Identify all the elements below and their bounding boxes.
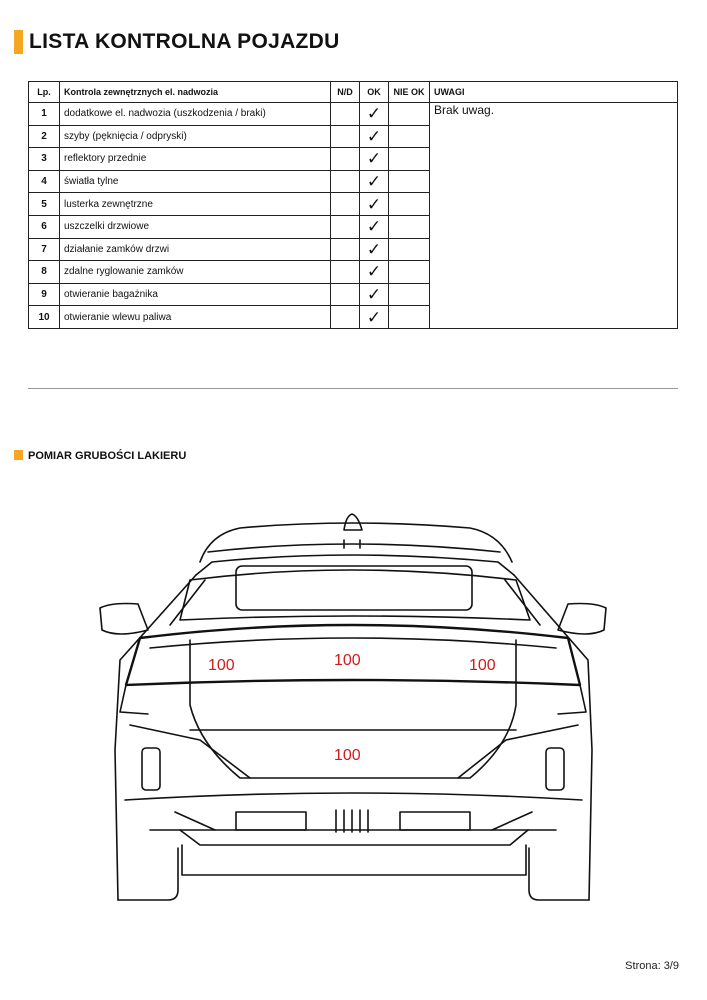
row-number: 9: [29, 283, 60, 306]
page-number: Strona: 3/9: [625, 960, 679, 972]
header-remarks: UWAGI: [430, 82, 678, 103]
row-nd-cell: [331, 238, 360, 261]
row-ok-cell: [360, 125, 389, 148]
row-number: 2: [29, 125, 60, 148]
row-number: 6: [29, 215, 60, 238]
row-nd-cell: [331, 103, 360, 126]
row-nok-cell: [389, 170, 430, 193]
row-nd-cell: [331, 125, 360, 148]
row-number: 8: [29, 261, 60, 284]
paint-reading-center-top: 100: [334, 652, 361, 669]
row-ok-cell: [360, 103, 389, 126]
section-title: POMIAR GRUBOŚCI LAKIERU: [28, 450, 187, 462]
checkmark-icon: ✓: [366, 194, 382, 214]
checklist-table: [28, 81, 678, 329]
row-ok-cell: [360, 283, 389, 306]
remarks-cell: Brak uwag.: [430, 103, 678, 329]
row-nok-cell: [389, 125, 430, 148]
checkmark-icon: ✓: [366, 104, 382, 124]
row-nok-cell: [389, 261, 430, 284]
row-label: szyby (pęknięcia / odpryski): [60, 125, 331, 148]
row-nd-cell: [331, 306, 360, 329]
row-nd-cell: [331, 215, 360, 238]
row-nd-cell: [331, 148, 360, 171]
car-rear-diagram: [0, 500, 707, 920]
row-nd-cell: [331, 283, 360, 306]
row-nok-cell: [389, 148, 430, 171]
row-ok-cell: [360, 170, 389, 193]
row-ok-cell: [360, 238, 389, 261]
row-label: zdalne ryglowanie zamków: [60, 261, 331, 284]
row-number: 7: [29, 238, 60, 261]
paint-reading-right: 100: [469, 657, 496, 674]
table-row: [29, 103, 678, 126]
header-nok: NIE OK: [389, 82, 430, 103]
row-nok-cell: [389, 306, 430, 329]
row-ok-cell: [360, 148, 389, 171]
row-nok-cell: [389, 238, 430, 261]
row-ok-cell: [360, 215, 389, 238]
row-ok-cell: [360, 193, 389, 216]
paint-reading-center-bottom: 100: [334, 747, 361, 764]
checkmark-icon: ✓: [366, 307, 382, 327]
row-nok-cell: [389, 193, 430, 216]
row-number: 3: [29, 148, 60, 171]
paint-reading-left: 100: [208, 657, 235, 674]
row-label: otwieranie bagażnika: [60, 283, 331, 306]
row-label: otwieranie wlewu paliwa: [60, 306, 331, 329]
header-name: Kontrola zewnętrznych el. nadwozia: [60, 82, 331, 103]
table-header-row: [29, 82, 678, 103]
checkmark-icon: ✓: [366, 262, 382, 282]
section-accent-bar: [14, 450, 23, 460]
row-nok-cell: [389, 283, 430, 306]
row-label: lusterka zewnętrzne: [60, 193, 331, 216]
checkmark-icon: ✓: [366, 239, 382, 259]
row-label: reflektory przednie: [60, 148, 331, 171]
checkmark-icon: ✓: [366, 149, 382, 169]
row-label: dodatkowe el. nadwozia (uszkodzenia / braki): [60, 103, 331, 126]
row-number: 1: [29, 103, 60, 126]
row-label: światła tylne: [60, 170, 331, 193]
row-nd-cell: [331, 261, 360, 284]
checkmark-icon: ✓: [366, 172, 382, 192]
section-divider: [28, 388, 678, 389]
row-nd-cell: [331, 170, 360, 193]
checkmark-icon: ✓: [366, 126, 382, 146]
page-title: LISTA KONTROLNA POJAZDU: [29, 30, 340, 53]
header-ok: OK: [360, 82, 389, 103]
row-ok-cell: [360, 306, 389, 329]
row-label: działanie zamków drzwi: [60, 238, 331, 261]
checkmark-icon: ✓: [366, 285, 382, 305]
row-nok-cell: [389, 103, 430, 126]
row-ok-cell: [360, 261, 389, 284]
row-number: 5: [29, 193, 60, 216]
row-number: 10: [29, 306, 60, 329]
title-accent-bar: [14, 30, 23, 54]
row-number: 4: [29, 170, 60, 193]
checkmark-icon: ✓: [366, 217, 382, 237]
row-label: uszczelki drzwiowe: [60, 215, 331, 238]
row-nok-cell: [389, 215, 430, 238]
header-nd: N/D: [331, 82, 360, 103]
header-lp: Lp.: [29, 82, 60, 103]
row-nd-cell: [331, 193, 360, 216]
